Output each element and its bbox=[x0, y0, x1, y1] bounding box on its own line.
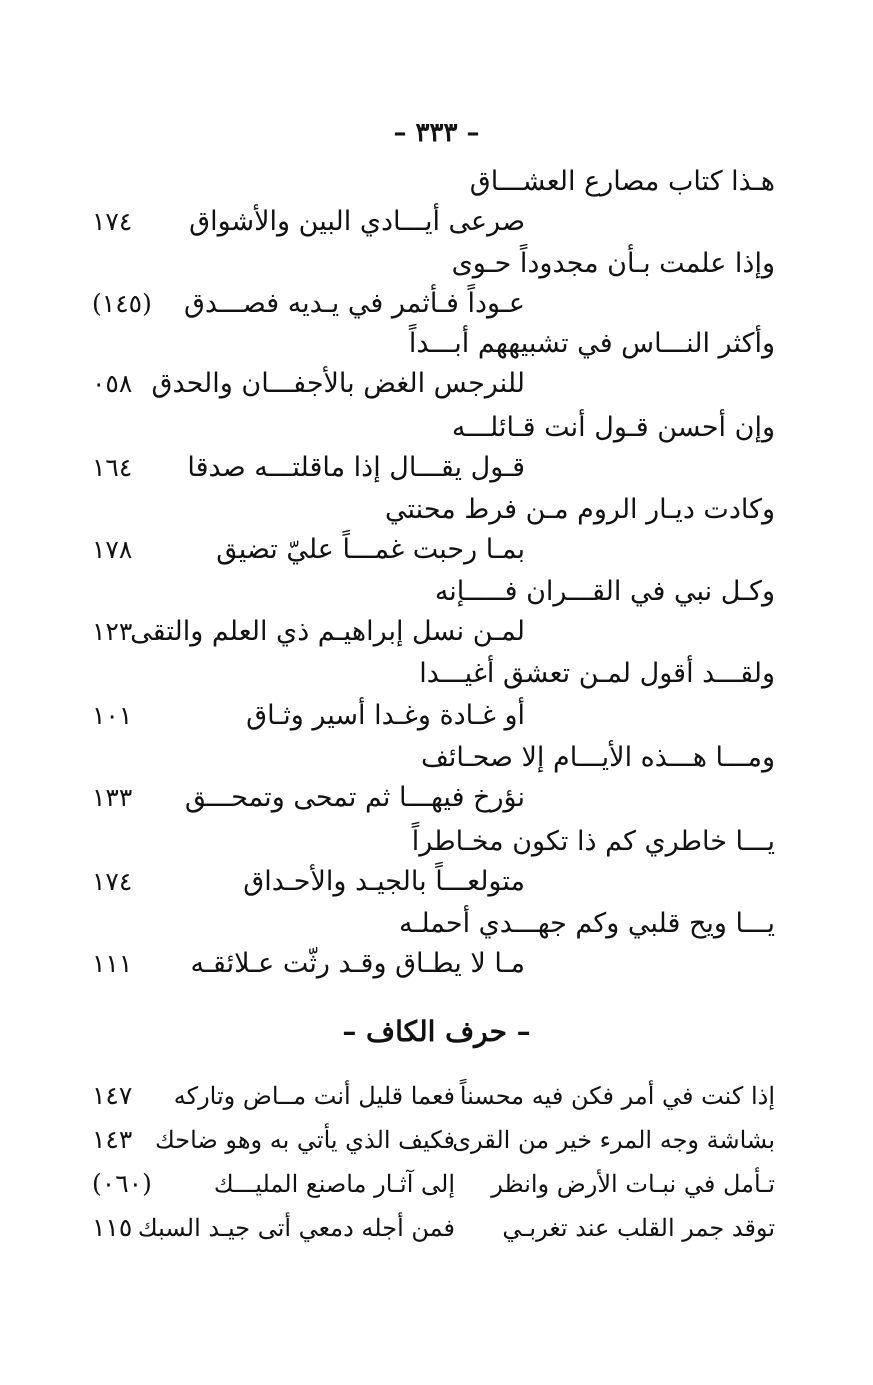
kaf-hemistich-second: فكيف الذي يأتي به وهو ضاحك bbox=[155, 1126, 455, 1154]
verse-reference-number: ١٠١ bbox=[92, 701, 133, 730]
kaf-hemistich-first: بشاشة وجه المرء خير من القرى bbox=[452, 1126, 775, 1154]
kaf-hemistich-first: تـأمل في نبـات الأرض وانظر bbox=[491, 1170, 775, 1198]
verse-reference-number: (٠٦٠) bbox=[92, 1169, 152, 1198]
verse-reference-number: ١١٥ bbox=[92, 1213, 133, 1242]
verse-hemistich-first: وإن أحسن قـول أنت قـائلـــه bbox=[451, 412, 775, 443]
verse-reference-number: ١٢٣ bbox=[92, 617, 133, 646]
kaf-hemistich-first: إذا كنت في أمر فكن فيه محسناً bbox=[459, 1082, 775, 1110]
verse-hemistich-first: يـــا خاطري كم ذا تكون مخـاطراً bbox=[411, 826, 775, 857]
verse-reference-number: ١٤٧ bbox=[92, 1081, 133, 1110]
verse-hemistich-first: يـــا ويح قلبي وكم جهـــدي أحملـه bbox=[398, 908, 775, 939]
verse-hemistich-second: أو غـادة وغـدا أسير وثـاق bbox=[246, 700, 525, 731]
verse-hemistich-second: صرعى أيـــادي البين والأشواق bbox=[189, 206, 525, 237]
verse-hemistich-first: وأكثر النـــاس في تشبيههم أبـــداً bbox=[408, 328, 775, 359]
verse-hemistich-second: للنرجس الغض بالأجفـــان والحدق bbox=[151, 368, 525, 399]
verse-hemistich-second: قـول يقـــال إذا ماقلتـــه صدقا bbox=[187, 452, 525, 483]
verse-hemistich-first: ولقـــد أقول لمـن تعشق أغيـــدا bbox=[419, 658, 775, 689]
verse-reference-number: (١٤٥) bbox=[92, 289, 152, 318]
verse-hemistich-second: مـا لا يطـاق وقـد رثّت عـلائقـه bbox=[190, 948, 525, 979]
verse-reference-number: ٠٥٨ bbox=[92, 369, 133, 398]
verse-hemistich-second: عـوداً فـأثمر في يـديه فصـــدق bbox=[183, 288, 525, 319]
verse-reference-number: ١٧٤ bbox=[92, 207, 133, 236]
kaf-hemistich-second: فمن أجله دمعي أتى جيـد السبك bbox=[137, 1214, 455, 1242]
verse-hemistich-second: بمـا رحبت غمـــاً عليّ تضيق bbox=[216, 534, 525, 565]
verse-reference-number: ١٦٤ bbox=[92, 453, 133, 482]
verse-reference-number: ١٣٣ bbox=[92, 783, 133, 812]
verse-reference-number: ١١١ bbox=[92, 949, 133, 978]
kaf-hemistich-second: إلى آثـار ماصنع المليـــك bbox=[213, 1170, 455, 1198]
kaf-hemistich-second: فعما قليل أنت مــاض وتاركه bbox=[173, 1082, 455, 1110]
verse-reference-number: ١٧٨ bbox=[92, 535, 133, 564]
verse-hemistich-second: نؤرخ فيهـــا ثم تمحى وتمحـــق bbox=[184, 782, 525, 813]
kaf-hemistich-first: توقد جمر القلب عند تغربـي bbox=[502, 1214, 775, 1242]
section-heading: – حرف الكاف – bbox=[342, 1015, 531, 1048]
verse-hemistich-first: وكادت ديـار الروم مـن فرط محنتي bbox=[385, 494, 775, 525]
verse-hemistich-first: وإذا علمت بـأن مجدوداً حـوى bbox=[451, 248, 775, 279]
verse-reference-number: ١٧٤ bbox=[92, 867, 133, 896]
verse-hemistich-first: وكـل نبي في القـــران فـــــإنه bbox=[434, 576, 775, 607]
verse-hemistich-second: متولعـــاً بالجيـد والأحـداق bbox=[243, 866, 525, 897]
verse-hemistich-first: ومـــا هـــذه الأيـــام إلا صحـائف bbox=[420, 742, 775, 773]
verse-reference-number: ١٤٣ bbox=[92, 1125, 133, 1154]
page-number: – ٣٣٣ – bbox=[393, 118, 480, 148]
verse-hemistich-first: هـذا كتاب مصارع العشـــاق bbox=[469, 166, 775, 197]
verse-hemistich-second: لمـن نسل إبراهيـم ذي العلم والتقى bbox=[130, 616, 525, 647]
